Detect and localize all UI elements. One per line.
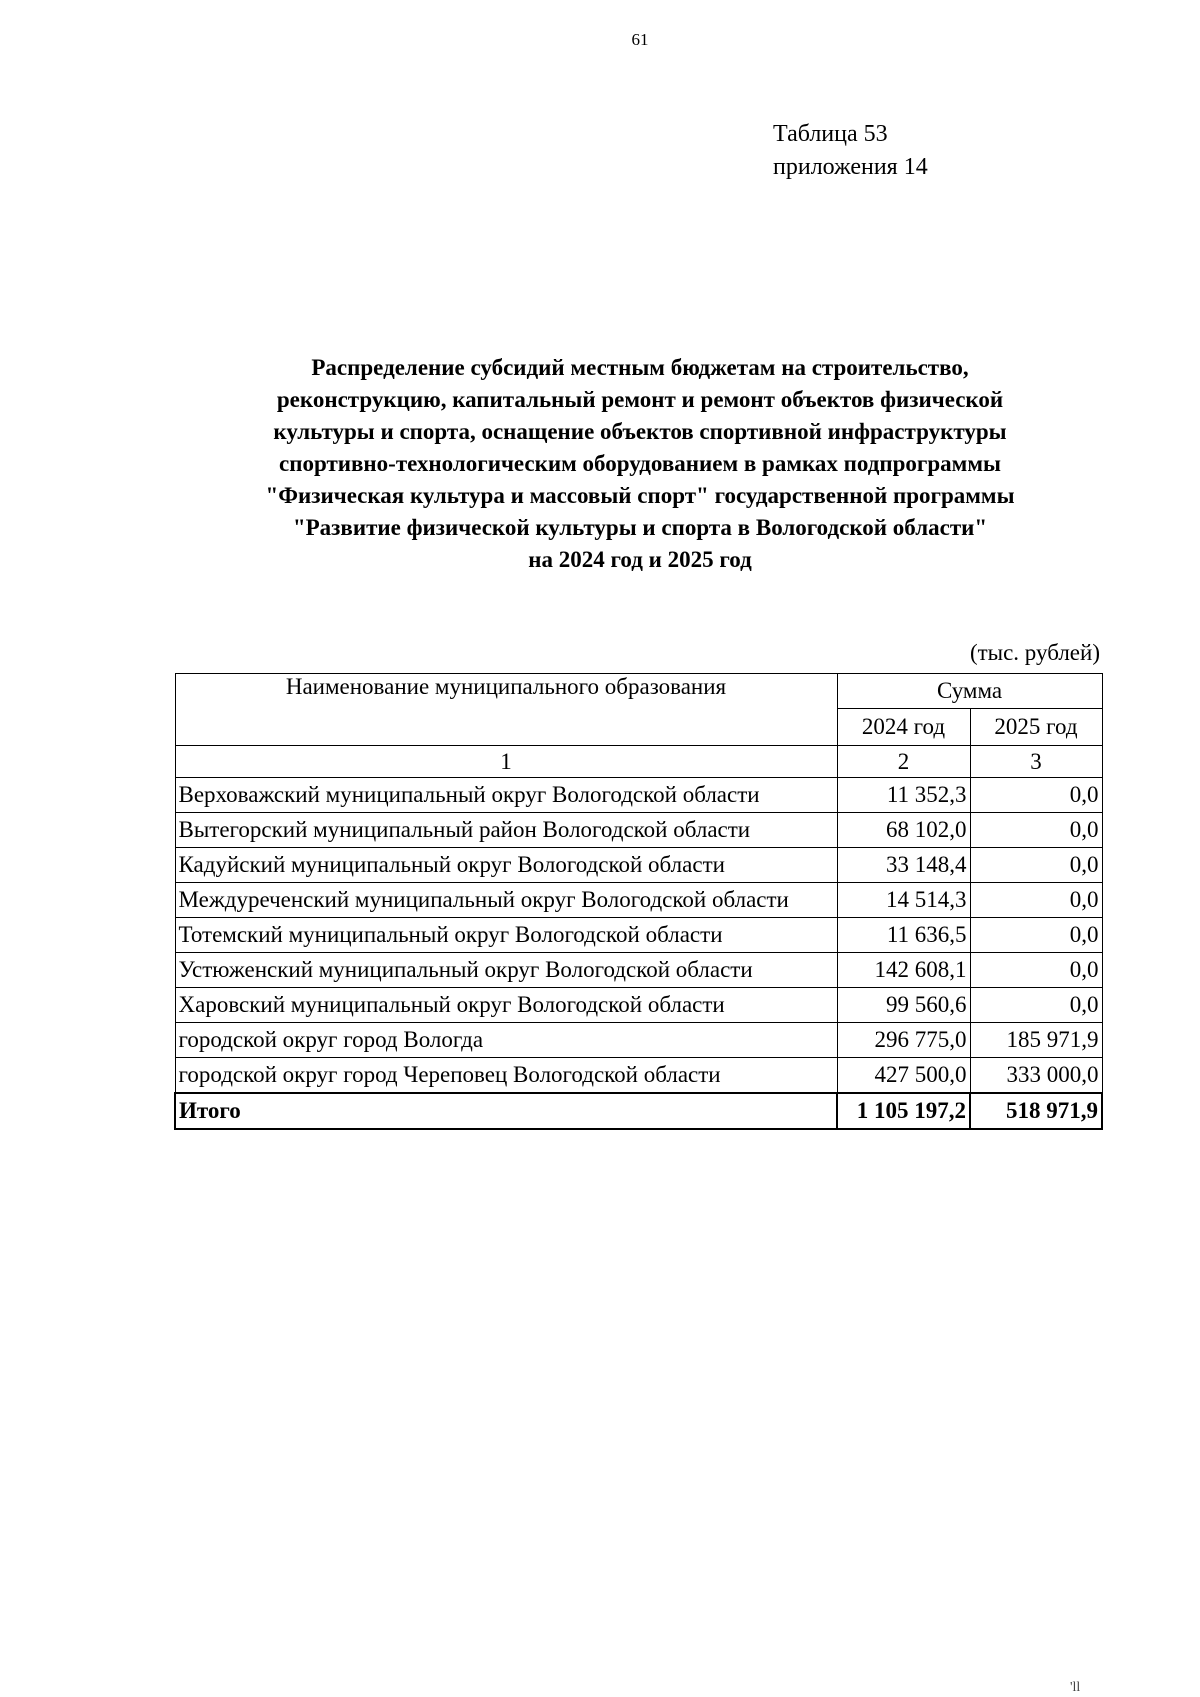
column-number: 2 <box>837 746 970 778</box>
total-2025: 518 971,9 <box>970 1093 1102 1129</box>
municipality-name: Верховажский муниципальный округ Вологодской области <box>175 778 837 813</box>
column-number: 1 <box>175 746 837 778</box>
total-2024: 1 105 197,2 <box>837 1093 970 1129</box>
amount-2025: 0,0 <box>970 778 1102 813</box>
table-row <box>175 1023 1102 1058</box>
total-row <box>175 1093 1102 1129</box>
amount-2024: 14 514,3 <box>837 883 970 918</box>
amount-2025: 333 000,0 <box>970 1058 1102 1094</box>
municipality-name: Тотемский муниципальный округ Вологодской области <box>175 918 837 953</box>
title-line: культуры и спорта, оснащение объектов спортивной инфраструктуры <box>273 419 1007 444</box>
amount-2025: 0,0 <box>970 988 1102 1023</box>
amount-2025: 0,0 <box>970 883 1102 918</box>
appendix-number: приложения 14 <box>773 154 928 180</box>
amount-2024: 11 352,3 <box>837 778 970 813</box>
header-year-2024: 2024 год <box>837 709 970 746</box>
title-line: "Развитие физической культуры и спорта в Вологодской области" <box>292 515 988 540</box>
table-row <box>175 813 1102 848</box>
subsidies-table <box>174 673 1103 1130</box>
title-line: реконструкцию, капитальный ремонт и ремонт объектов физической <box>276 387 1004 412</box>
municipality-name: Кадуйский муниципальный округ Вологодской области <box>175 848 837 883</box>
amount-2025: 0,0 <box>970 848 1102 883</box>
table-row <box>175 848 1102 883</box>
amount-2024: 33 148,4 <box>837 848 970 883</box>
document-title <box>150 352 1130 576</box>
scan-edge-mark: 'll <box>1070 1680 1081 1695</box>
amount-2025: 185 971,9 <box>970 1023 1102 1058</box>
amount-2025: 0,0 <box>970 918 1102 953</box>
header-municipality-name: Наименование муниципального образования <box>175 674 837 746</box>
units-label: (тыс. рублей) <box>969 640 1100 665</box>
amount-2024: 427 500,0 <box>837 1058 970 1094</box>
column-number: 3 <box>970 746 1102 778</box>
amount-2024: 11 636,5 <box>837 918 970 953</box>
column-number-row <box>175 746 1102 778</box>
title-line: на 2024 год и 2025 год <box>528 547 752 572</box>
total-label: Итого <box>175 1093 837 1129</box>
header-sum: Сумма <box>837 674 1102 709</box>
amount-2024: 296 775,0 <box>837 1023 970 1058</box>
amount-2024: 142 608,1 <box>837 953 970 988</box>
table-row <box>175 1058 1102 1094</box>
municipality-name: городской округ город Череповец Вологодской области <box>175 1058 837 1094</box>
table-row <box>175 883 1102 918</box>
municipality-name: Междуреченский муниципальный округ Вологодской области <box>175 883 837 918</box>
municipality-name: городской округ город Вологда <box>175 1023 837 1058</box>
title-line: Распределение субсидий местным бюджетам на строительство, <box>311 355 969 380</box>
amount-2025: 0,0 <box>970 953 1102 988</box>
municipality-name: Устюженский муниципальный округ Вологодской области <box>175 953 837 988</box>
table-row <box>175 918 1102 953</box>
header-year-2025: 2025 год <box>970 709 1102 746</box>
amount-2024: 68 102,0 <box>837 813 970 848</box>
table-row <box>175 988 1102 1023</box>
table-row <box>175 953 1102 988</box>
table-body <box>175 746 1102 1130</box>
appendix-reference <box>773 118 928 184</box>
title-line: "Физическая культура и массовый спорт" государственной программы <box>265 483 1015 508</box>
amount-2024: 99 560,6 <box>837 988 970 1023</box>
municipality-name: Вытегорский муниципальный район Вологодской области <box>175 813 837 848</box>
municipality-name: Харовский муниципальный округ Вологодской области <box>175 988 837 1023</box>
amount-2025: 0,0 <box>970 813 1102 848</box>
page-number: 61 <box>631 30 649 49</box>
table-row <box>175 778 1102 813</box>
title-line: спортивно-технологическим оборудованием в рамках подпрограммы <box>279 451 1001 476</box>
appendix-table-number: Таблица 53 <box>773 121 888 147</box>
